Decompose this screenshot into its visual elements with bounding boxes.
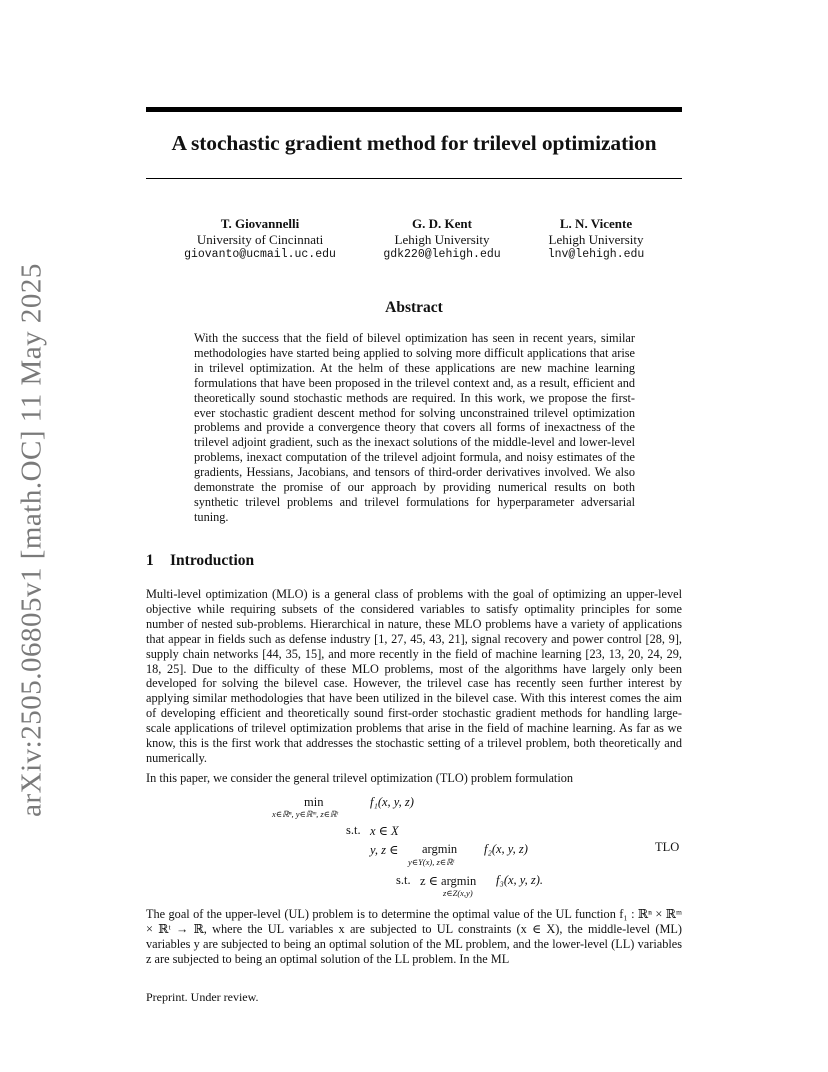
formula-yz-in: y, z ∈: [370, 843, 399, 857]
author-name: L. N. Vicente: [559, 216, 633, 231]
author-affiliation: Lehigh University: [394, 231, 490, 247]
intro-paragraph-3: The goal of the upper-level (UL) problem is to determine the optimal value of the UL function f₁ : ℝⁿ × ℝᵐ × ℝᵗ → ℝ, where the UL variables x are subjected to UL constraints (x ∈ X), the middle-level (ML) variables y are subjected to being an optimal solution of the ML problem, and the lower-level (LL) variables z are subjected to being an optimal solution of the LL problem. In the ML: [146, 907, 682, 966]
title-rule-bottom: [146, 178, 682, 179]
section-title: Introduction: [170, 552, 255, 569]
formula-min: min: [304, 795, 324, 809]
formula-constraint-x: x ∈ X: [370, 824, 399, 838]
formula-argmin-2-subscript: z∈Z(x,y): [443, 888, 473, 898]
section-number: 1: [146, 552, 154, 569]
author-affiliation: University of Cincinnati: [196, 231, 324, 247]
author-name: G. D. Kent: [412, 216, 472, 231]
paper-title: A stochastic gradient method for trilevel optimization: [171, 131, 657, 155]
abstract-heading: Abstract: [385, 299, 443, 316]
author-1: [170, 216, 350, 263]
formula-min-subscript: x∈ℝⁿ, y∈ℝᵐ, z∈ℝᵗ: [272, 809, 339, 819]
section-heading: [146, 552, 254, 570]
title-rule-top: [146, 107, 682, 112]
formula-st-1: s.t.: [346, 823, 361, 837]
author-name: T. Giovannelli: [220, 216, 300, 231]
author-affiliation: Lehigh University: [548, 231, 644, 247]
author-2: [352, 216, 532, 263]
author-email: lnv@lehigh.edu: [547, 248, 645, 261]
formula-st-2: s.t.: [396, 873, 411, 887]
formula-label: TLO: [655, 840, 680, 854]
author-email: gdk220@lehigh.edu: [383, 248, 501, 261]
author-email: giovanto@ucmail.uc.edu: [184, 248, 336, 261]
formula-argmin-1-subscript: y∈Y(x), z∈ℝᵗ: [408, 857, 455, 867]
abstract-text: With the success that the field of bilevel optimization has seen in recent years, similar methodologies have started being applied to solving more difficult applications that arise in trilevel optimization. At the helm of these applications are new machine learning formulations that have been proposed in the trilevel context and, as a result, efficient and theoretically sound stochastic methods are required. In this work, we propose the first-ever stochastic gradient descent method for solving unconstrained trilevel optimization problems and provide a convergence theory that covers all forms of inexactness of the trilevel adjoint gradient, such as the inexact solutions of the middle-level and lower-level problems, inexact computation of the trilevel adjoint formula, and noisy estimates of the gradients, Hessians, Jacobians, and tensors of third-order derivatives involved. We also demonstrate the promise of our approach by providing numerical results on both synthetic trilevel problems and trilevel formulations for hyperparameter adversarial tuning.: [194, 331, 635, 524]
author-3: [506, 216, 686, 263]
formula-argmin-1: argmin: [422, 842, 458, 856]
formula-z-argmin: z ∈ argmin: [420, 874, 477, 888]
intro-paragraph-1: Multi-level optimization (MLO) is a general class of problems with the goal of optimizing an upper-level objective while requiring subsets of the considered variables to satisfy optimality principles for some number of nested sub-problems. Hierarchical in nature, these MLO problems have a variety of applications that appear in fields such as defense industry [1, 27, 45, 43, 21], signal recovery and power control [28, 9], supply chain networks [44, 35, 15], and more recently in the field of machine learning [23, 13, 20, 24, 29, 18, 25]. Due to the difficulty of these MLO problems, most of the algorithms have largely only been developed for solving the bilevel case. However, the trilevel case has recently seen further interest by applying similar methodologies that have been utilized in the bilevel case. With this interest comes the aim of developing efficient and theoretically sound first-order stochastic gradient methods for handling large-scale applications of trilevel optimization problems that arise in the field of machine learning. As far as we know, this is the first work that addresses the stochastic setting of a trilevel problem, both theoretically and numerically.: [146, 587, 682, 765]
formula-f2: f₂(x, y, z): [484, 842, 528, 856]
arxiv-stamp: arXiv:2505.06805v1 [math.OC] 11 May 2025: [15, 263, 48, 817]
footer-note: Preprint. Under review.: [146, 990, 259, 1004]
formula-f1: f₁(x, y, z): [370, 795, 414, 809]
formula-f3: f₃(x, y, z).: [496, 873, 544, 887]
intro-paragraph-2: In this paper, we consider the general trilevel optimization (TLO) problem formulation: [146, 771, 574, 785]
